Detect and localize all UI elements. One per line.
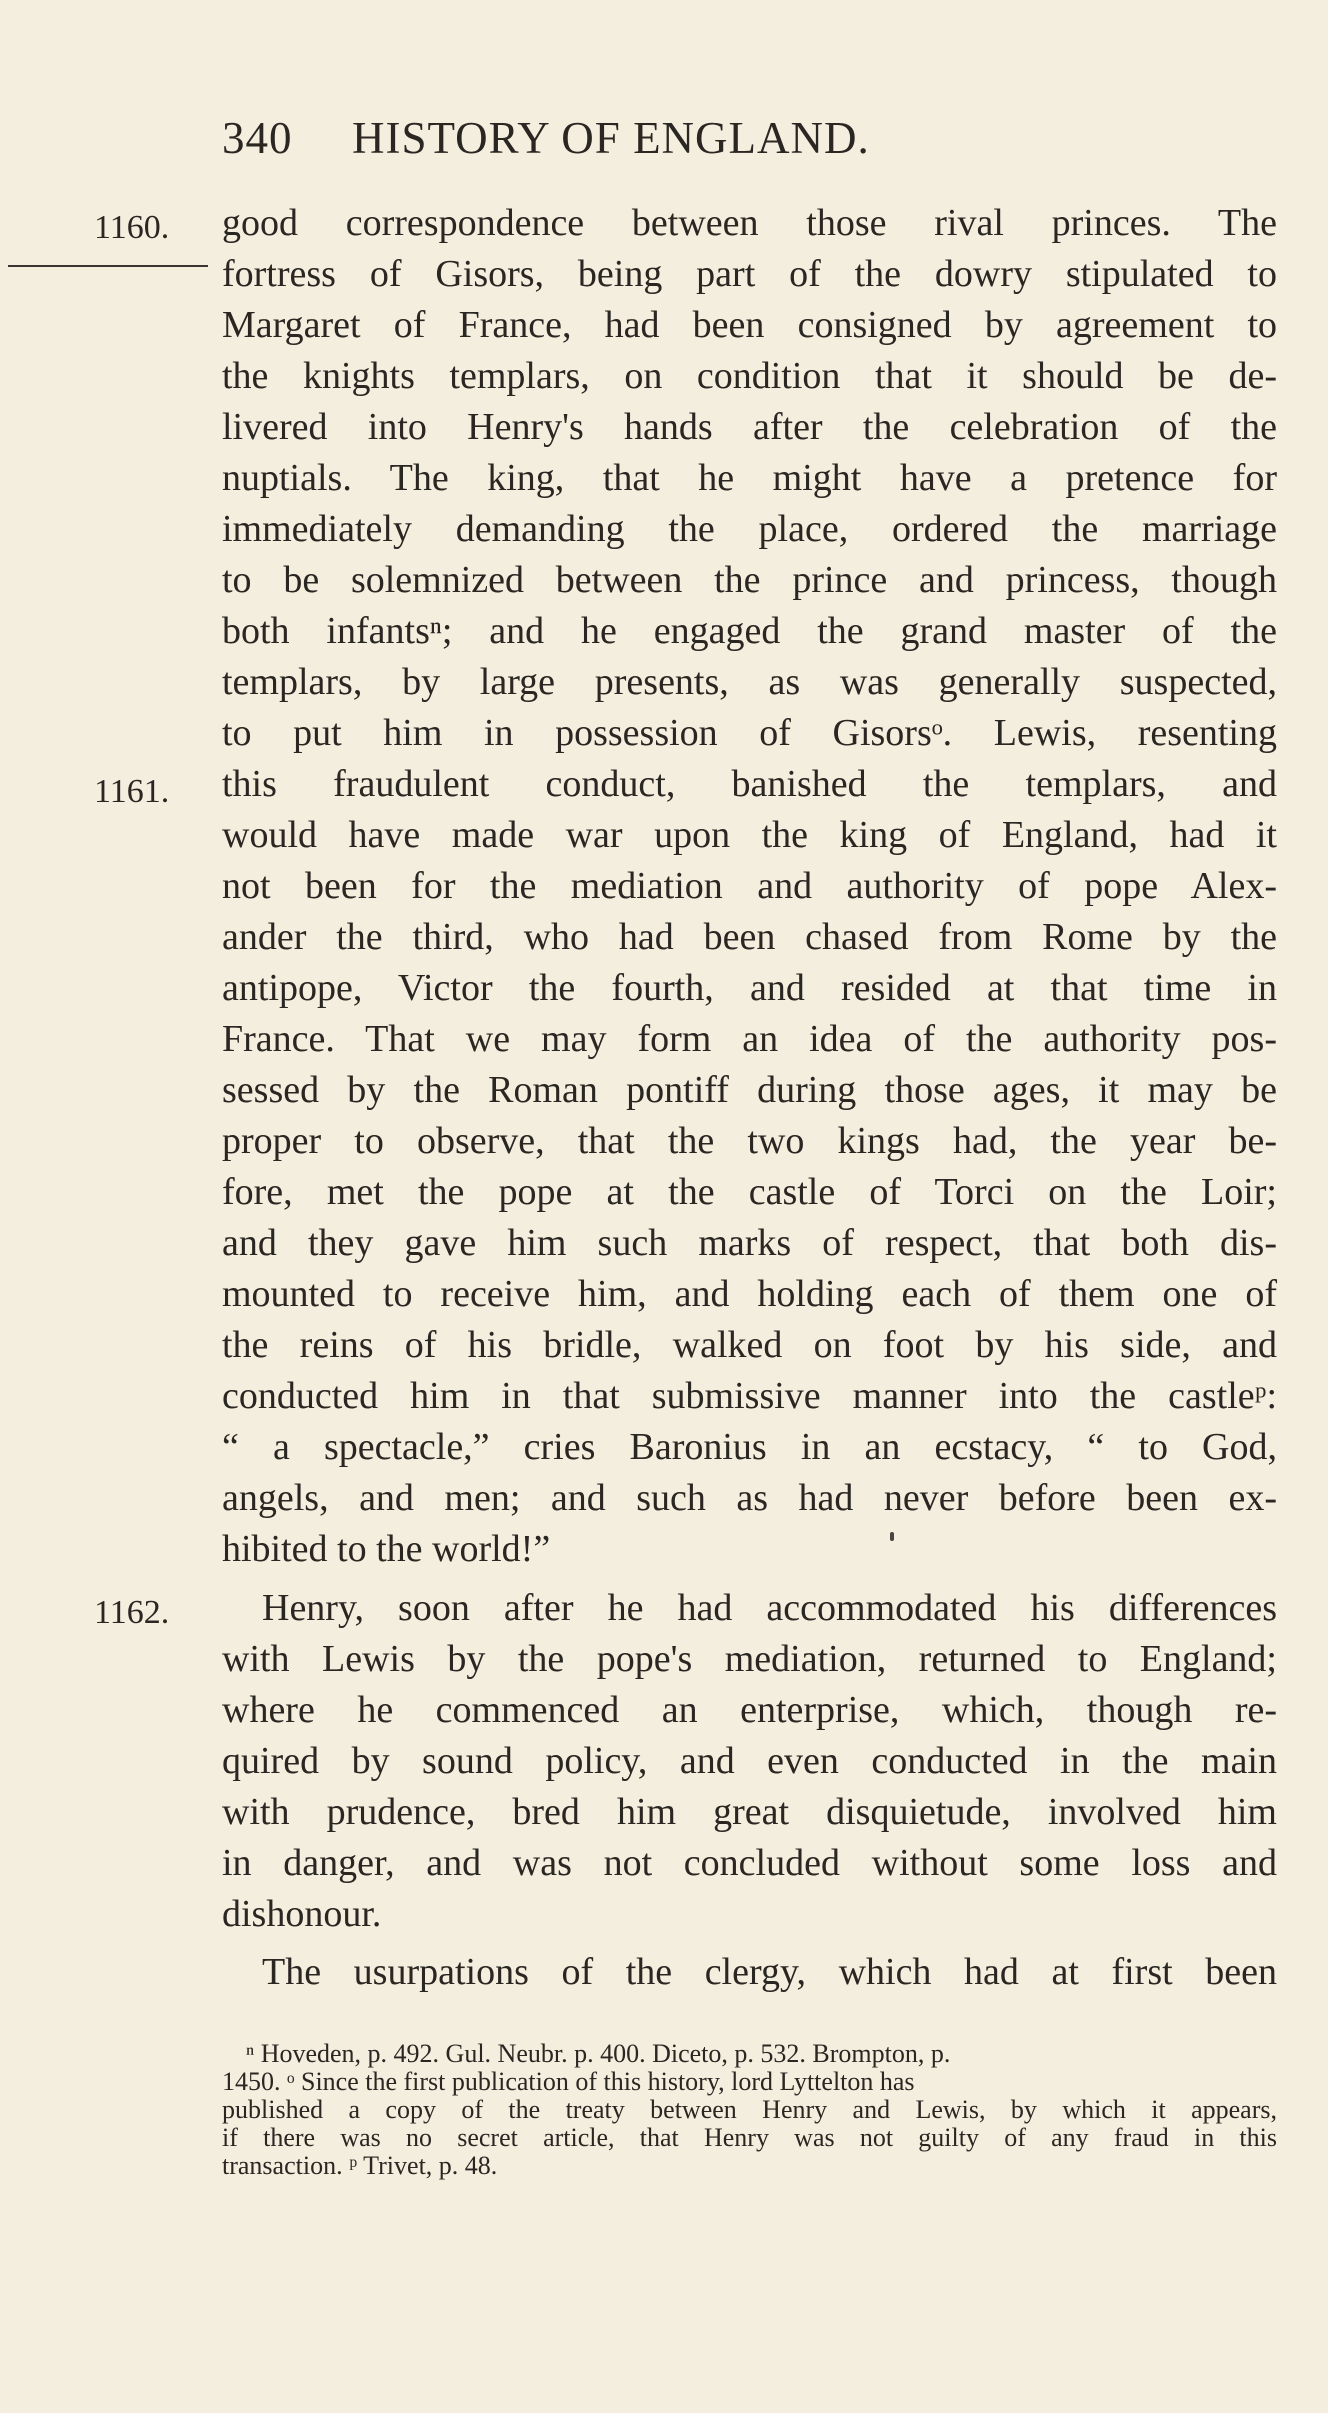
text-line: sessed by the Roman pontiff during those ages, it may be: [222, 1069, 1277, 1111]
footnote-line: if there was no secret article, that Henry was not guilty of any fraud in this: [222, 2123, 1277, 2152]
text-line: in danger, and was not concluded without some loss and: [222, 1842, 1277, 1884]
text-line: good correspondence between those rival princes. The: [222, 202, 1277, 244]
text-line: this fraudulent conduct, banished the templars, and: [222, 763, 1277, 805]
text-line: conducted him in that submissive manner into the castleᵖ:: [222, 1375, 1277, 1417]
paragraph-first-line: The usurpations of the clergy, which had at first been: [262, 1951, 1277, 1993]
text-line: fortress of Gisors, being part of the dowry stipulated to: [222, 253, 1277, 295]
margin-year: 1162.: [94, 1594, 170, 1631]
text-line: “ a spectacle,” cries Baronius in an ecstacy, “ to God,: [222, 1426, 1277, 1468]
text-line: nuptials. The king, that he might have a pretence for: [222, 457, 1277, 499]
text-line: Margaret of France, had been consigned by agreement to: [222, 304, 1277, 346]
print-mark: [890, 1532, 894, 1541]
text-line: templars, by large presents, as was generally suspected,: [222, 661, 1277, 703]
text-line: angels, and men; and such as had never before been ex-: [222, 1477, 1277, 1519]
text-line: ander the third, who had been chased from Rome by the: [222, 916, 1277, 958]
page-title: HISTORY OF ENGLAND.: [352, 113, 870, 163]
text-line: France. That we may form an idea of the authority pos-: [222, 1018, 1277, 1060]
text-line: immediately demanding the place, ordered the marriage: [222, 508, 1277, 550]
text-line: would have made war upon the king of England, had it: [222, 814, 1277, 856]
text-line: to put him in possession of Gisorsᵒ. Lewis, resenting: [222, 712, 1277, 754]
footnote-line: transaction. ᵖ Trivet, p. 48.: [222, 2151, 498, 2180]
text-line: where he commenced an enterprise, which, though re-: [222, 1689, 1277, 1731]
text-line: livered into Henry's hands after the celebration of the: [222, 406, 1277, 448]
text-line: hibited to the world!”: [222, 1528, 551, 1570]
text-line: fore, met the pope at the castle of Torci on the Loir;: [222, 1171, 1277, 1213]
text-line: both infantsⁿ; and he engaged the grand master of the: [222, 610, 1277, 652]
margin-rule: [8, 265, 208, 267]
text-line: with prudence, bred him great disquietude, involved him: [222, 1791, 1277, 1833]
text-line: mounted to receive him, and holding each of them one of: [222, 1273, 1277, 1315]
footnote-line: 1450. ᵒ Since the first publication of this history, lord Lyttelton has: [222, 2067, 915, 2096]
text-line: to be solemnized between the prince and princess, though: [222, 559, 1277, 601]
text-line: proper to observe, that the two kings had, the year be-: [222, 1120, 1277, 1162]
text-line: dishonour.: [222, 1893, 382, 1935]
text-line: and they gave him such marks of respect, that both dis-: [222, 1222, 1277, 1264]
footnote-line: published a copy of the treaty between Henry and Lewis, by which it appears,: [222, 2095, 1277, 2124]
margin-year: 1160.: [94, 209, 170, 246]
text-line: quired by sound policy, and even conducted in the main: [222, 1740, 1277, 1782]
page-number: 340: [222, 113, 293, 163]
paragraph-first-line: Henry, soon after he had accommodated his differences: [262, 1587, 1277, 1629]
text-line: antipope, Victor the fourth, and resided at that time in: [222, 967, 1277, 1009]
text-line: the reins of his bridle, walked on foot by his side, and: [222, 1324, 1277, 1366]
margin-year: 1161.: [94, 773, 170, 810]
text-line: with Lewis by the pope's mediation, returned to England;: [222, 1638, 1277, 1680]
footnote-line: ⁿ Hoveden, p. 492. Gul. Neubr. p. 400. Diceto, p. 532. Brompton, p.: [246, 2039, 951, 2068]
text-line: not been for the mediation and authority of pope Alex-: [222, 865, 1277, 907]
text-line: the knights templars, on condition that it should be de-: [222, 355, 1277, 397]
running-header: [222, 112, 1272, 164]
